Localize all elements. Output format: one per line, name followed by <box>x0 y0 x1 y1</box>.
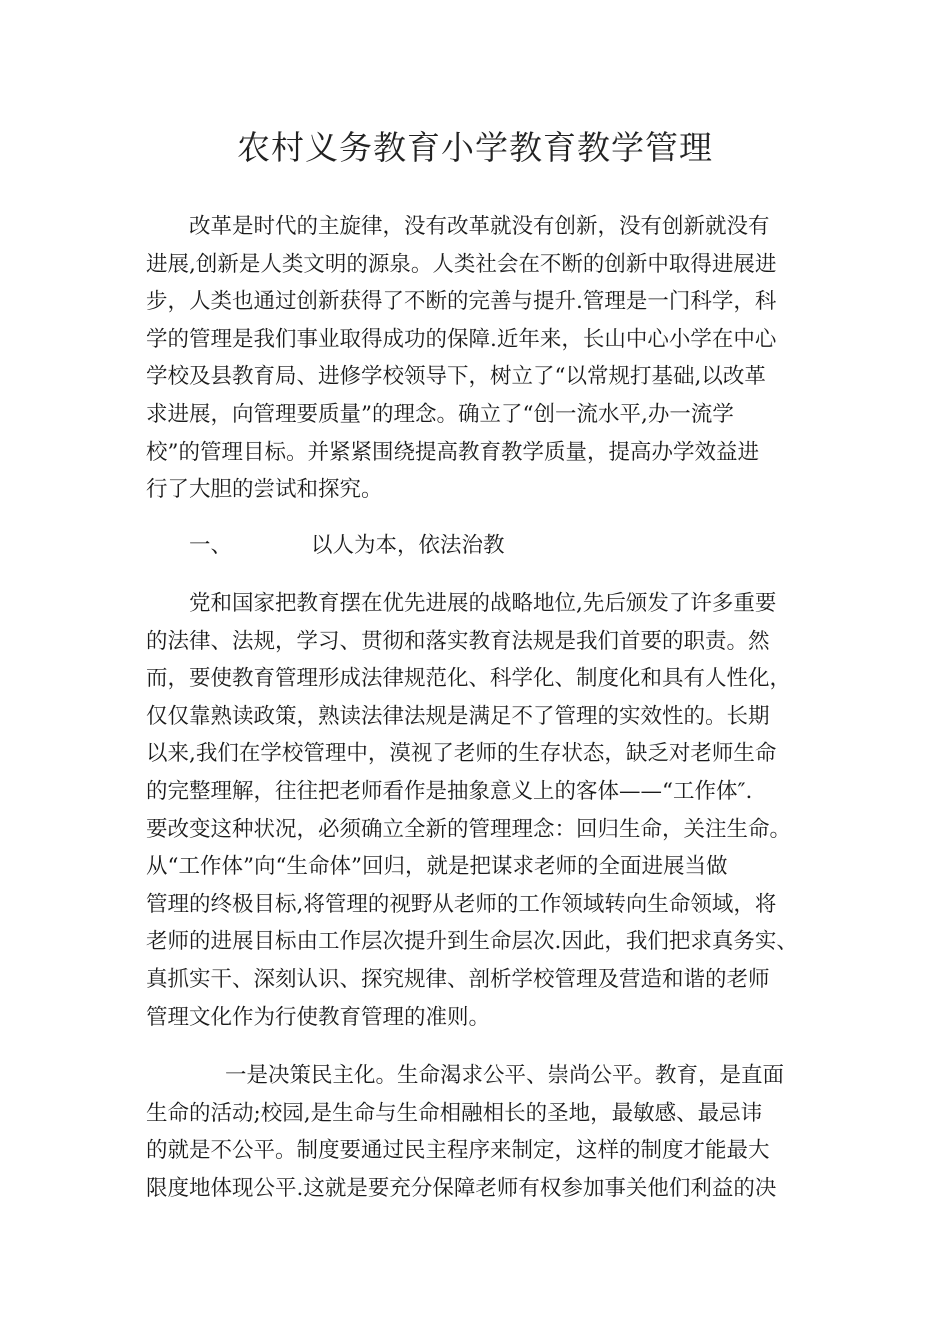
paragraph-line: 党和国家把教育摆在优先进展的战略地位,先后颁发了许多重要 <box>189 591 777 616</box>
paragraph-intro <box>146 208 826 509</box>
paragraph-line: 从“工作体”向“生命体”回归，就是把谋求老师的全面进展当做 <box>146 854 728 880</box>
section-number: 一、 <box>189 533 233 558</box>
paragraph-line: 限度地体现公平.这就是要充分保障老师有权参加事关他们利益的决 <box>146 1175 777 1201</box>
section-heading <box>146 527 826 565</box>
paragraph-line: 要改变这种状况，必须确立全新的管理理念：回归生命，关注生命。 <box>146 816 792 842</box>
paragraph-line: 的就是不公平。制度要通过民主程序来制定，这样的制度才能最大 <box>146 1138 770 1164</box>
paragraph-line: 以来,我们在学校管理中，漠视了老师的生存状态，缺乏对老师生命 <box>146 741 777 767</box>
paragraph-line: 学的管理是我们事业取得成功的保障.近年来，长山中心小学在中心 <box>146 326 777 352</box>
paragraph-line: 行了大胆的尝试和探究。 <box>146 477 383 503</box>
paragraph-decision-democratization <box>146 1057 826 1207</box>
paragraph-line: 改革是时代的主旋律，没有改革就没有创新，没有创新就没有 <box>189 214 770 239</box>
section-heading-text: 以人为本，依法治教 <box>311 533 505 558</box>
paragraph-line: 校”的管理目标。并紧紧围绕提高教育教学质量，提高办学效益进 <box>146 439 759 465</box>
paragraph-line: 的法律、法规，学习、贯彻和落实教育法规是我们首要的职责。然 <box>146 628 770 654</box>
paragraph-line: 的完整理解，往往把老师看作是抽象意义上的客体——“工作体″. <box>146 778 753 804</box>
paragraph-line: 管理文化作为行使教育管理的准则。 <box>146 1004 491 1030</box>
paragraph-line: 一是决策民主化。生命渴求公平、崇尚公平。教育，是直面 <box>225 1063 785 1088</box>
paragraph-section-1 <box>146 585 826 1036</box>
paragraph-line: 管理的终极目标,将管理的视野从老师的工作领域转向生命领域，将 <box>146 891 777 917</box>
paragraph-line: 步，人类也通过创新获得了不断的完善与提升.管理是一门科学，科 <box>146 289 777 315</box>
paragraph-line: 而，要使教育管理形成法律规范化、科学化、制度化和具有人性化， <box>146 666 792 692</box>
document-title: 农村义务教育小学教育教学管理 <box>237 128 713 167</box>
paragraph-line: 学校及县教育局、进修学校领导下，树立了“以常规打基础,以改革 <box>146 364 766 390</box>
paragraph-line: 进展,创新是人类文明的源泉。人类社会在不断的创新中取得进展进 <box>146 251 777 277</box>
paragraph-line: 生命的活动;校园,是生命与生命相融相长的圣地，最敏感、最忌讳 <box>146 1100 763 1126</box>
paragraph-line: 仅仅靠熟读政策，熟读法律法规是满足不了管理的实效性的。长期 <box>146 703 770 729</box>
paragraph-line: 真抓实干、深刻认识、探究规律、剖析学校管理及营造和谐的老师 <box>146 966 770 992</box>
paragraph-line: 老师的进展目标由工作层次提升到生命层次.因此，我们把求真务实、 <box>146 929 798 955</box>
paragraph-line: 求进展，向管理要质量”的理念。确立了“创一流水平,办一流学 <box>146 401 734 427</box>
